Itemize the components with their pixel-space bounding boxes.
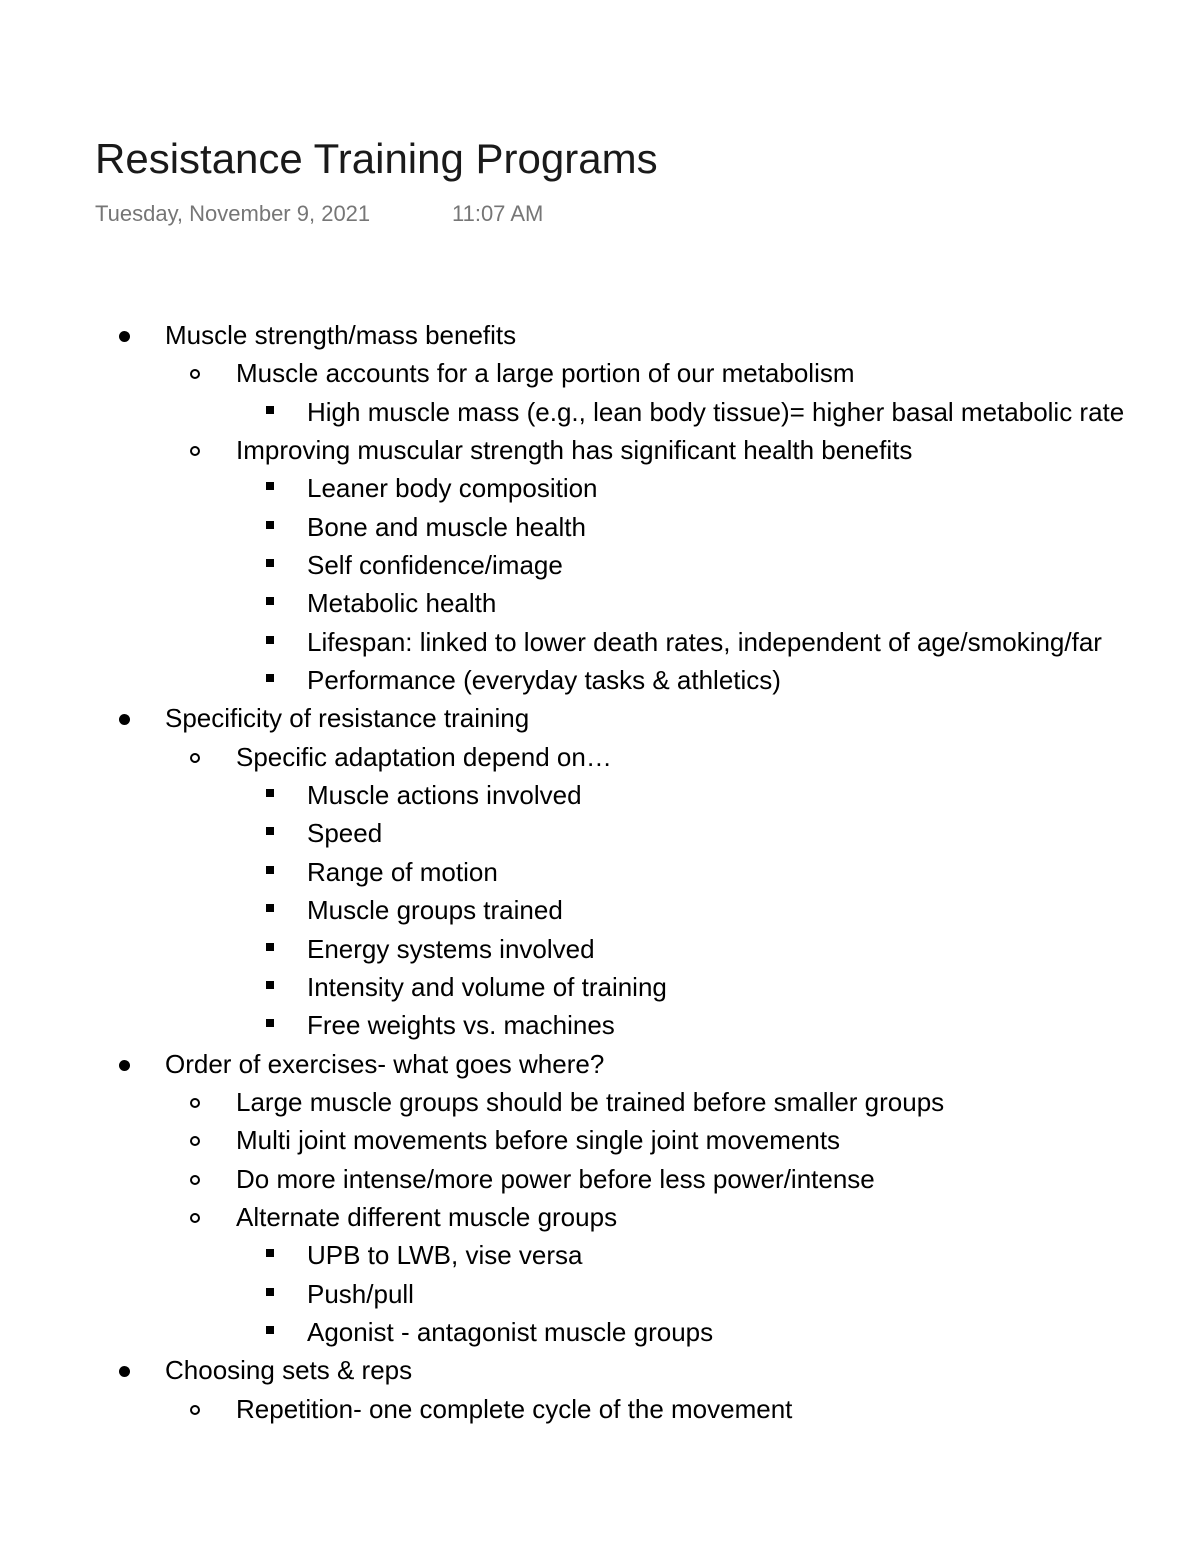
outline-item-level-3 <box>0 853 1200 891</box>
outline-item-level-3 <box>0 469 1200 507</box>
filled-bullet-icon <box>119 714 130 725</box>
outline-item-text: Energy systems involved <box>307 933 595 964</box>
filled-bullet-icon <box>119 1366 130 1377</box>
outline-item-text: Muscle groups trained <box>307 895 563 926</box>
outline-item-text: Alternate different muscle groups <box>236 1201 618 1232</box>
outline-item-level-3 <box>0 661 1200 699</box>
square-bullet-icon <box>266 1019 274 1027</box>
outline-item-text: Bone and muscle health <box>307 511 586 542</box>
square-bullet-icon <box>266 1249 274 1257</box>
outline-item-level-3 <box>0 891 1200 929</box>
outline-item-level-3 <box>0 814 1200 852</box>
outline-item-text: Choosing sets & reps <box>165 1355 413 1386</box>
outline-item-text: Specific adaptation depend on… <box>236 741 612 772</box>
outline-item-level-2 <box>0 431 1200 469</box>
page-title: Resistance Training Programs <box>95 135 658 182</box>
outline-item-level-1 <box>0 1351 1200 1389</box>
outline-item-text: Do more intense/more power before less power/intense <box>236 1163 875 1194</box>
outline-item-text: Muscle actions involved <box>307 780 582 811</box>
outline-item-level-2 <box>0 1083 1200 1121</box>
filled-bullet-icon <box>119 331 130 342</box>
outline-item-level-3 <box>0 623 1200 661</box>
notes-outline <box>0 316 1200 1428</box>
outline-item-level-3 <box>0 1275 1200 1313</box>
outline-item-text: Specificity of resistance training <box>165 703 530 734</box>
outline-item-level-2 <box>0 1121 1200 1159</box>
outline-item-level-2 <box>0 354 1200 392</box>
outline-item-level-3 <box>0 584 1200 622</box>
hollow-circle-bullet-icon <box>190 1405 200 1415</box>
outline-item-text: Improving muscular strength has significant health benefits <box>236 435 913 466</box>
outline-item-level-2 <box>0 738 1200 776</box>
outline-item-level-2 <box>0 1160 1200 1198</box>
outline-item-level-3 <box>0 930 1200 968</box>
outline-item-text: Multi joint movements before single joint movements <box>236 1125 841 1156</box>
hollow-circle-bullet-icon <box>190 446 200 456</box>
outline-item-text: Leaner body composition <box>307 473 598 504</box>
outline-item-text: Repetition- one complete cycle of the movement <box>236 1393 793 1424</box>
page-time: 11:07 AM <box>452 201 544 226</box>
outline-item-text: Performance (everyday tasks & athletics) <box>307 665 781 696</box>
outline-item-text: Metabolic health <box>307 588 497 619</box>
outline-item-text: Push/pull <box>307 1278 414 1309</box>
outline-item-text: Self confidence/image <box>307 550 563 581</box>
outline-item-level-1 <box>0 699 1200 737</box>
outline-item-level-1 <box>0 1045 1200 1083</box>
outline-item-text: UPB to LWB, vise versa <box>307 1240 583 1271</box>
square-bullet-icon <box>266 981 274 989</box>
outline-item-text: Order of exercises- what goes where? <box>165 1048 605 1079</box>
outline-item-level-3 <box>0 546 1200 584</box>
outline-item-level-2 <box>0 1390 1200 1428</box>
outline-item-level-3 <box>0 508 1200 546</box>
square-bullet-icon <box>266 521 274 529</box>
square-bullet-icon <box>266 1326 274 1334</box>
square-bullet-icon <box>266 559 274 567</box>
outline-item-text: Lifespan: linked to lower death rates, independent of age/smoking/far <box>307 626 1102 657</box>
outline-item-level-3 <box>0 1236 1200 1274</box>
outline-item-text: Muscle strength/mass benefits <box>165 320 517 350</box>
outline-item-text: Intensity and volume of training <box>307 971 667 1002</box>
page-date: Tuesday, November 9, 2021 <box>95 201 371 226</box>
outline-item-level-3 <box>0 393 1200 431</box>
filled-bullet-icon <box>119 1060 130 1071</box>
square-bullet-icon <box>266 674 274 682</box>
square-bullet-icon <box>266 1288 274 1296</box>
outline-item-level-3 <box>0 1313 1200 1351</box>
outline-item-text: Large muscle groups should be trained before smaller groups <box>236 1086 945 1117</box>
hollow-circle-bullet-icon <box>190 753 200 763</box>
outline-item-level-3 <box>0 776 1200 814</box>
outline-item-text: Speed <box>307 818 383 849</box>
square-bullet-icon <box>266 904 274 912</box>
square-bullet-icon <box>266 597 274 605</box>
hollow-circle-bullet-icon <box>190 1213 200 1223</box>
outline-item-text: Agonist - antagonist muscle groups <box>307 1316 714 1347</box>
hollow-circle-bullet-icon <box>190 1098 200 1108</box>
square-bullet-icon <box>266 943 274 951</box>
hollow-circle-bullet-icon <box>190 1175 200 1185</box>
outline-item-text: Muscle accounts for a large portion of our metabolism <box>236 358 855 389</box>
square-bullet-icon <box>266 866 274 874</box>
square-bullet-icon <box>266 636 274 644</box>
outline-item-level-3 <box>0 968 1200 1006</box>
hollow-circle-bullet-icon <box>190 1136 200 1146</box>
square-bullet-icon <box>266 482 274 490</box>
outline-item-level-3 <box>0 1006 1200 1044</box>
square-bullet-icon <box>266 827 274 835</box>
outline-item-level-2 <box>0 1198 1200 1236</box>
outline-item-text: Range of motion <box>307 856 498 887</box>
square-bullet-icon <box>266 789 274 797</box>
square-bullet-icon <box>266 406 274 414</box>
outline-item-text: High muscle mass (e.g., lean body tissue)= higher basal metabolic rate <box>307 396 1125 427</box>
outline-item-level-1 <box>0 316 1200 354</box>
outline-item-text: Free weights vs. machines <box>307 1010 615 1041</box>
hollow-circle-bullet-icon <box>190 369 200 379</box>
